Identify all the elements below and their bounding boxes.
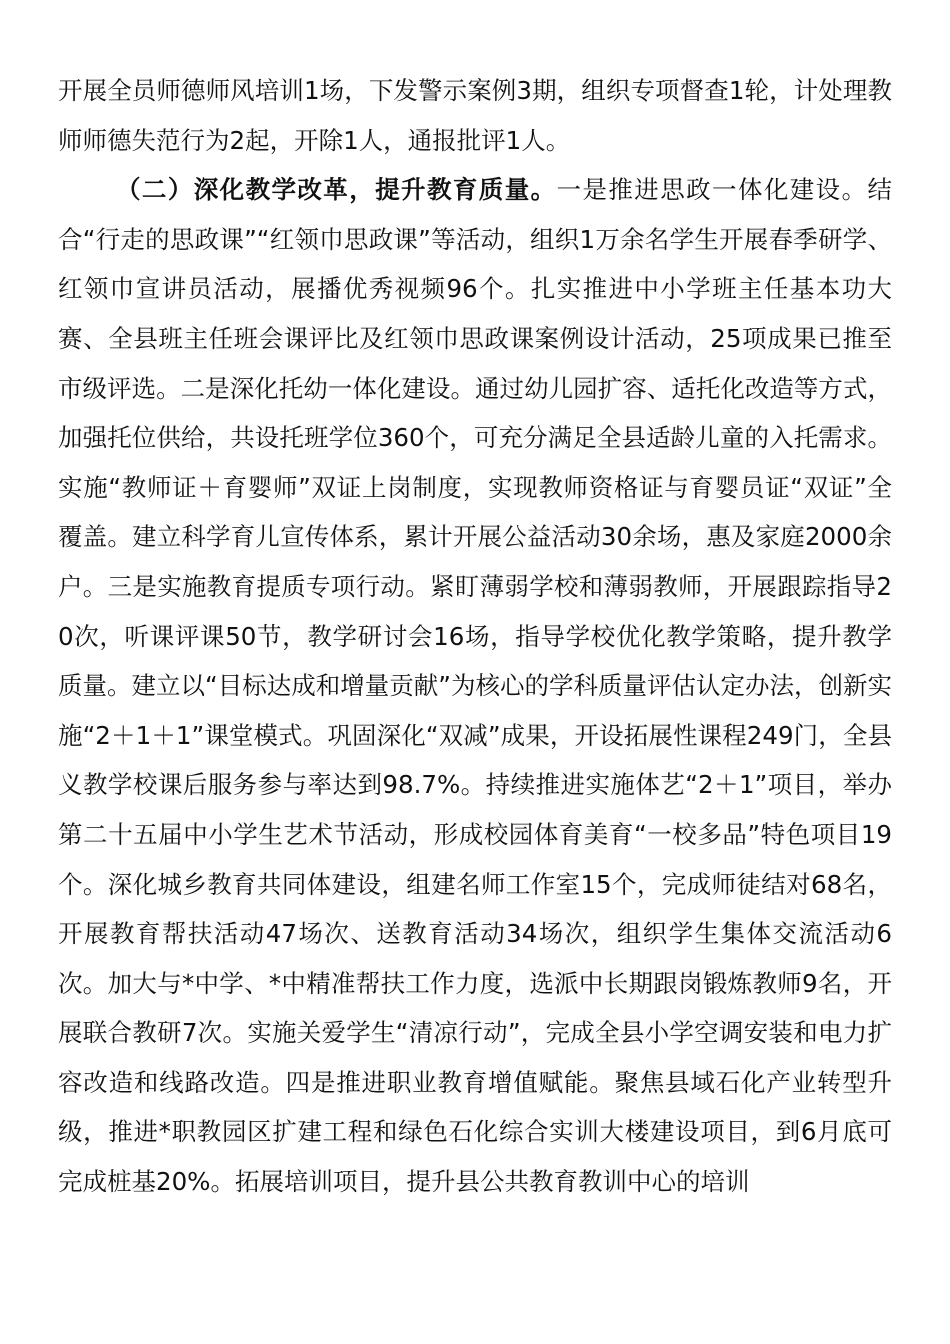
paragraph-text: 开展全员师德师风培训1场，下发警示案例3期，组织专项督查1轮，计处理教师师德失范行为2起，开除1人，通报批评1人。 — [58, 76, 892, 155]
section-heading: （二）深化教学改革，提升教育质量。 — [116, 175, 557, 205]
paragraph-text: 一是推进思政一体化建设。结合“行走的思政课”“红领巾思政课”等活动，组织1万余名学生开展春季研学、红领巾宣讲员活动，展播优秀视频96个。扎实推进中小学班主任基本功大赛、全县班主任班会课评比及红领巾思政课案例设计活动，25项成果已推至市级评选。二是深化托幼一体化建设。通过幼儿园扩容、适托化改造等方式，加强托位供给，共设托班学位360个，可充分满足全县适龄儿童的入托需求。实施“教师证＋育婴师”双证上岗制度，实现教师资格证与育婴员证“双证”全覆盖。建立科学育儿宣传体系，累计开展公益活动30余场，惠及家庭2000余户。三是实施教育提质专项行动。紧盯薄弱学校和薄弱教师，开展跟踪指导20次，听课评课50节，教学研讨会16场，指导学校优化教学策略，提升教学质量。建立以“目标达成和增量贡献”为核心的学科质量评估认定办法，创新实施“2＋1＋1”课堂模式。巩固深化“双减”成果，开设拓展性课程249门，全县义教学校课后服务参与率达到98.7%。持续推进实施体艺“2＋1”项目，举办第二十五届中小学生艺术节活动，形成校园体育美育“一校多品”特色项目19个。深化城乡教育共同体建设，组建名师工作室15个，完成师徒结对68名，开展教育帮扶活动47场次、送教育活动34场次，组织学生集体交流活动6次。加大与*中学、*中精准帮扶工作力度，选派中长期跟岗锻炼教师9名，开展联合教研7次。实施关爱学生“清凉行动”，完成全县小学空调安装和电力扩容改造和线路改造。四是推进职业教育增值赋能。聚焦县域石化产业转型升级，推进*职教园区扩建工程和绿色石化综合实训大楼建设项目，到6月底可完成桩基20%。拓展培训项目，提升县公共教育教训中心的培训 — [58, 175, 893, 1197]
paragraph-continuation — [58, 66, 892, 165]
paragraph-section-two — [58, 165, 892, 1206]
document-body — [58, 66, 892, 1207]
